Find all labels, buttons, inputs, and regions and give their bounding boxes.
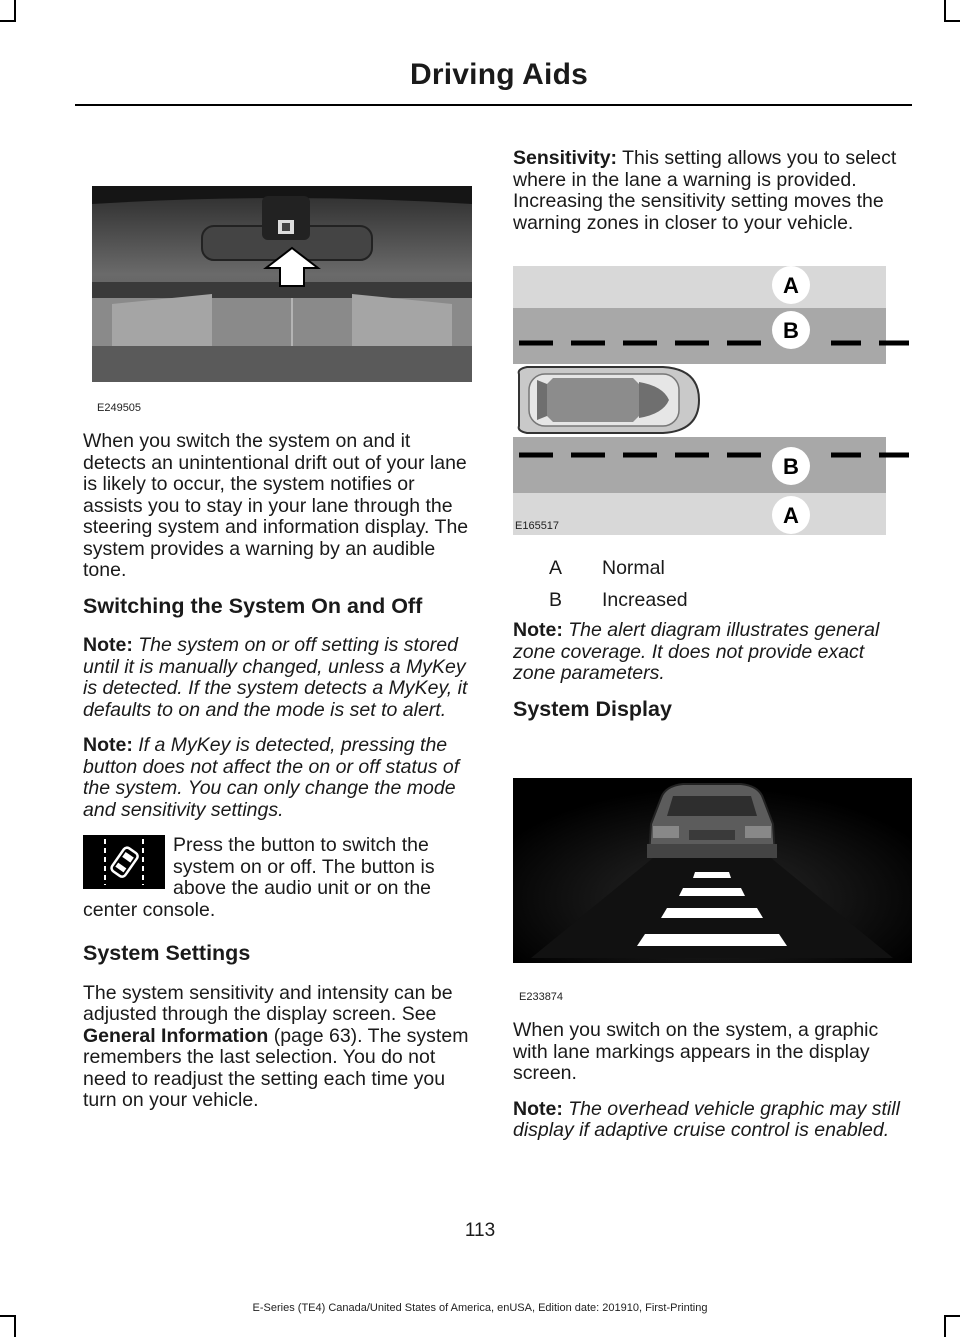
lane-keeping-button-icon xyxy=(83,835,165,889)
system-display-figure xyxy=(513,778,912,963)
legend-value: Increased xyxy=(602,589,688,611)
windshield-camera-illustration xyxy=(92,186,472,382)
button-block xyxy=(83,835,478,921)
note-label: Note: xyxy=(513,619,563,641)
page-number: 113 xyxy=(464,1220,496,1241)
right-column-lower xyxy=(513,620,911,738)
zone-marker xyxy=(772,447,810,485)
zone-marker xyxy=(772,496,810,534)
legend-row xyxy=(549,589,688,612)
svg-text:B: B xyxy=(783,454,799,479)
footer-edition: E-Series (TE4) Canada/United States of America, enUSA, Edition date: 201910, First-Printing xyxy=(252,1302,708,1314)
note-body: If a MyKey is detected, pressing the button does not affect the on or off status of the system. You can only change the mode and sensitivity settings. xyxy=(83,734,460,821)
crop-mark xyxy=(14,0,16,22)
svg-text:B: B xyxy=(783,318,799,343)
settings-text: (page 63). The system remembers the last selection. You do not need to readjust the setting each time you turn on your vehicle. xyxy=(83,1024,469,1111)
note-body: The overhead vehicle graphic may still display if adaptive cruise control is enabled. xyxy=(513,1097,900,1141)
svg-text:A: A xyxy=(783,273,799,298)
legend-value: Normal xyxy=(602,557,665,579)
crop-mark xyxy=(14,1315,16,1337)
settings-text: The system sensitivity and intensity can be adjusted through the display screen. See xyxy=(83,981,453,1025)
legend-row xyxy=(549,557,665,580)
sensitivity-label: Sensitivity: xyxy=(513,147,618,169)
warning-zones-diagram xyxy=(513,266,911,536)
note-body: The system on or off setting is stored until it is manually changed, unless a MyKey is detected. If the system detects a MyKey, it defaults to on and the mode is set to alert. xyxy=(83,634,468,721)
switching-heading: Switching the System On and Off xyxy=(83,593,423,618)
crop-mark xyxy=(0,1315,16,1317)
page-title: Driving Aids xyxy=(410,58,588,91)
figure-code: E233874 xyxy=(519,991,564,1003)
figure-code: E165517 xyxy=(515,520,560,532)
windshield-camera-figure xyxy=(92,186,472,382)
general-information-link[interactable]: General Information xyxy=(83,1024,269,1047)
settings-paragraph xyxy=(83,983,478,1112)
svg-text:A: A xyxy=(783,503,799,528)
system-display-graphic xyxy=(513,778,912,963)
legend-key: A xyxy=(549,557,563,579)
display-heading: System Display xyxy=(513,696,672,721)
figure-code: E249505 xyxy=(97,402,142,414)
note-mykey-stored xyxy=(83,635,478,721)
zone-marker xyxy=(772,266,810,304)
right-column xyxy=(513,148,911,248)
note-body: The alert diagram illustrates general zone coverage. It does not provide exact zone parameters. xyxy=(513,619,880,684)
note-label: Note: xyxy=(83,734,133,756)
sensitivity-paragraph xyxy=(513,148,911,234)
settings-heading: System Settings xyxy=(83,941,251,965)
note-alert-diagram xyxy=(513,620,911,685)
left-column xyxy=(83,431,478,1126)
zone-marker xyxy=(772,311,810,349)
crop-mark xyxy=(944,0,946,22)
note-overhead-vehicle xyxy=(513,1099,911,1142)
crop-mark xyxy=(944,20,960,22)
warning-zones-figure xyxy=(513,266,911,536)
vehicle-top-view-icon xyxy=(519,367,699,433)
right-column-bottom xyxy=(513,1020,911,1156)
button-instructions: Press the button to switch the system on or off. The button is above the audio unit or on the center console. xyxy=(83,834,435,921)
legend-key: B xyxy=(549,589,563,611)
display-paragraph: When you switch on the system, a graphic with lane markings appears in the display screen. xyxy=(513,1019,879,1084)
sensitivity-body: This setting allows you to select where in the lane a warning is provided. Increasing the sensitivity setting moves the warning zones in closer to your vehicle. xyxy=(513,147,897,234)
crop-mark xyxy=(944,1315,960,1317)
note-label: Note: xyxy=(83,634,133,656)
crop-mark xyxy=(0,20,16,22)
crop-mark xyxy=(944,1315,946,1337)
note-label: Note: xyxy=(513,1097,563,1120)
header-rule xyxy=(75,104,912,106)
intro-paragraph: When you switch the system on and it detects an unintentional drift out of your lane is likely to occur, the system notifies or assists you to stay in your lane through the steering system and information display. The system provides a warning by an audible tone. xyxy=(83,430,469,581)
note-mykey-detected xyxy=(83,735,478,821)
